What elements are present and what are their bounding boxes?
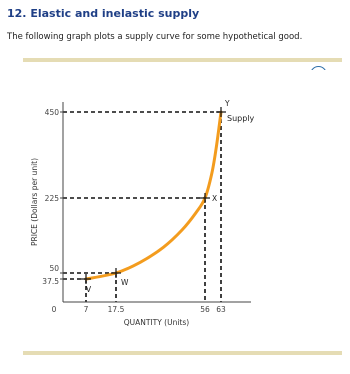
- y-tick-label-450: 450: [44, 108, 59, 117]
- curve-layer: [86, 112, 221, 279]
- x-axis-title: QUANTITY (Units): [123, 318, 190, 327]
- axes: [60, 102, 251, 302]
- point-label-V: V: [86, 285, 92, 294]
- supply-chart: [23, 70, 342, 345]
- origin-label: 0: [51, 305, 57, 314]
- y-axis-title: PRICE (Dollars per unit): [30, 157, 39, 247]
- top-divider: [23, 58, 342, 62]
- y-tick-label-50: 50: [49, 264, 59, 273]
- bottom-divider: [23, 351, 342, 355]
- y-tick-label-225: 225: [44, 194, 59, 203]
- x-tick-label-63: 63: [216, 305, 226, 314]
- x-tick-label-56: 56: [200, 305, 210, 314]
- x-tick-label-17.5: 17.5: [107, 305, 125, 314]
- supply-curve-label: Supply: [227, 114, 255, 123]
- supply-curve: [86, 112, 221, 279]
- dashed-guides: [63, 112, 221, 302]
- question-prompt: The following graph plots a supply curve for some hypothetical good.: [7, 32, 303, 42]
- graph-panel: [23, 70, 342, 345]
- x-tick-label-7: 7: [83, 305, 89, 314]
- point-label-Y: Y: [225, 99, 230, 108]
- point-label-W: W: [121, 278, 129, 287]
- y-tick-label-37.5: 37.5: [42, 277, 59, 286]
- point-label-X: X: [212, 194, 218, 203]
- question-title: 12. Elastic and inelastic supply: [7, 7, 200, 20]
